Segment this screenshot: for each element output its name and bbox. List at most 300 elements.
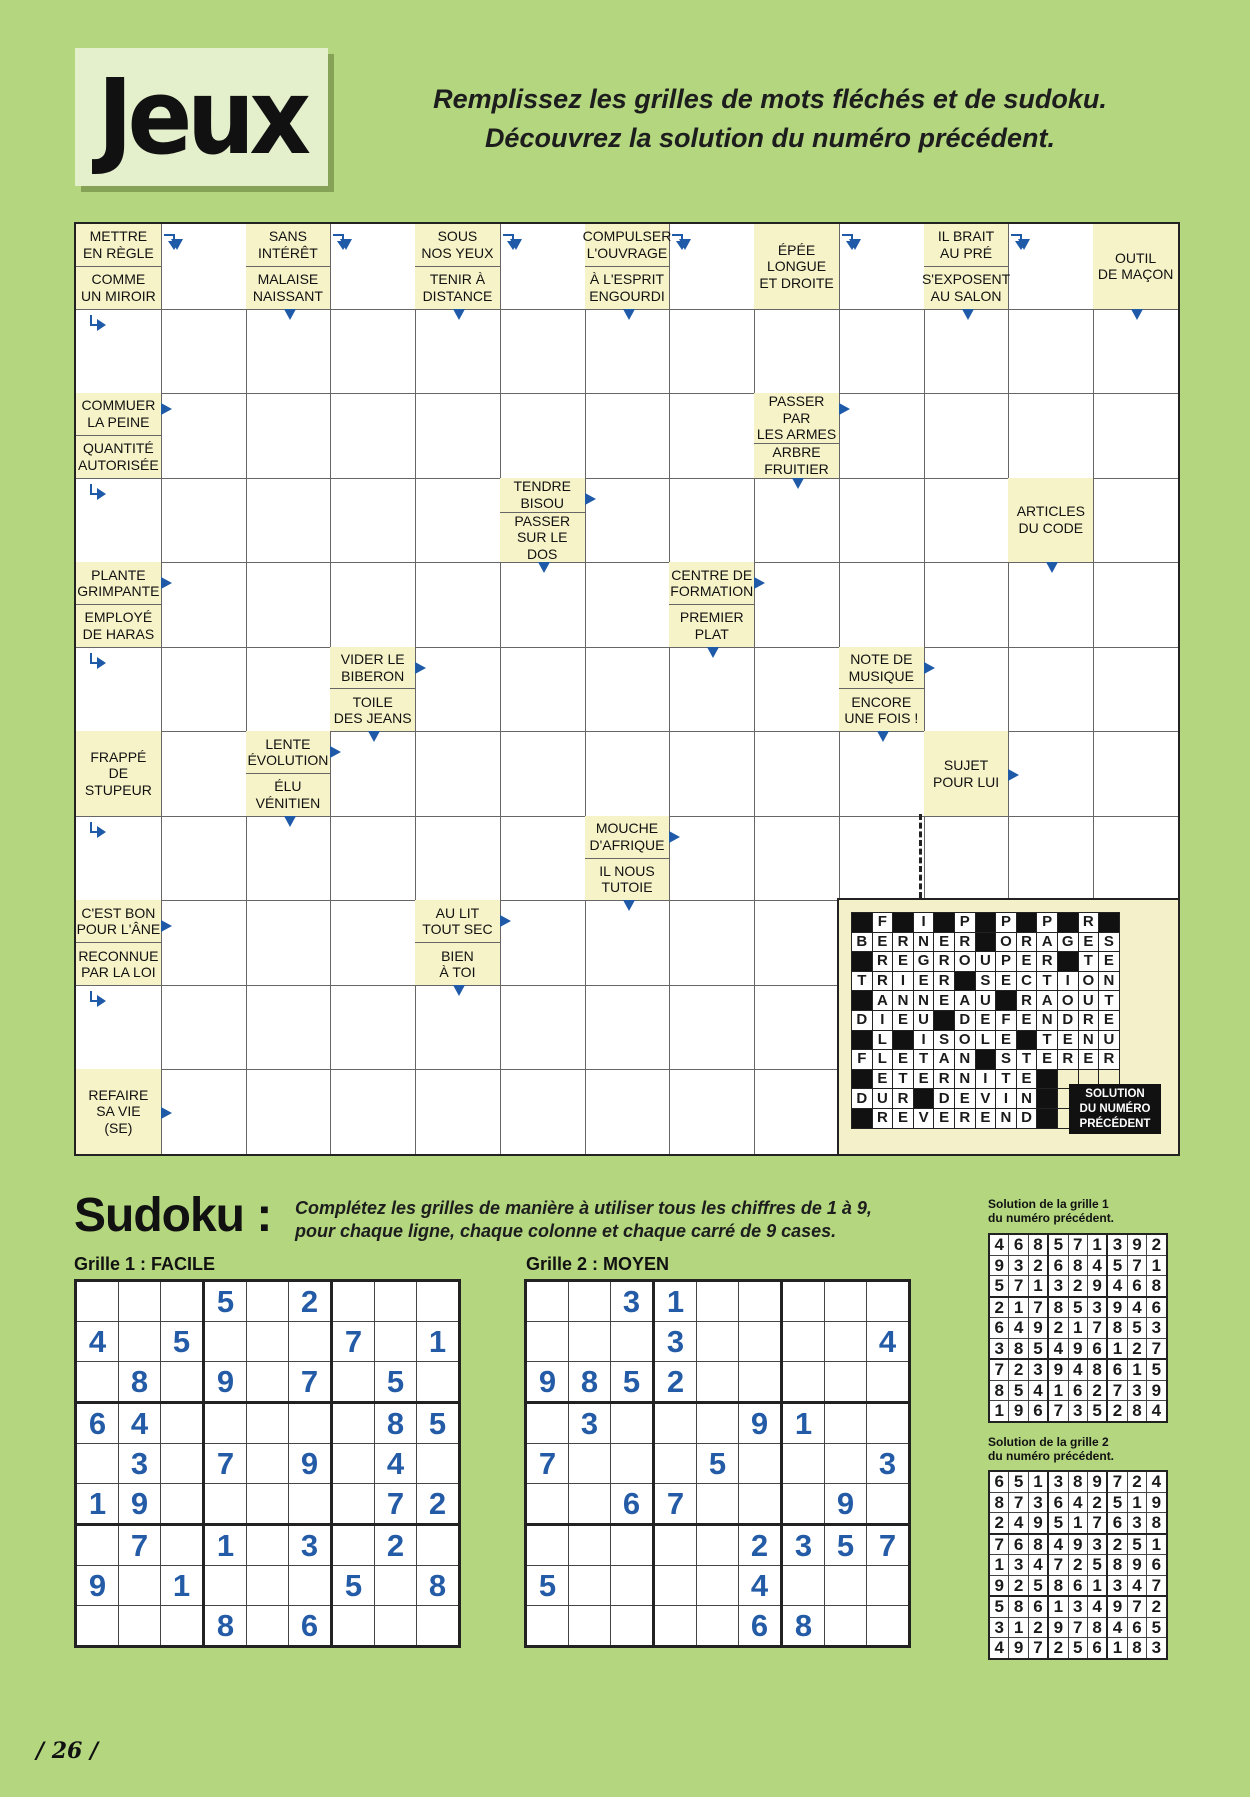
sudoku-cell[interactable]: 4 xyxy=(867,1322,910,1362)
sudoku-cell[interactable] xyxy=(417,1525,460,1566)
sudoku-cell[interactable]: 5 xyxy=(697,1444,739,1484)
solution-digit: 1 xyxy=(1107,1338,1127,1359)
sudoku-cell[interactable] xyxy=(161,1362,204,1403)
grid-line-h xyxy=(76,562,1178,563)
solution-digit: 4 xyxy=(1087,1255,1107,1276)
sudoku-cell[interactable] xyxy=(611,1444,654,1484)
sudoku-cell[interactable] xyxy=(782,1444,825,1484)
clue-text: METTRE xyxy=(89,228,148,245)
sudoku-cell[interactable]: 1 xyxy=(417,1322,460,1362)
sudoku-cell[interactable]: 8 xyxy=(417,1566,460,1606)
sudoku-cell[interactable] xyxy=(569,1322,611,1362)
solution-cell: R xyxy=(893,932,914,952)
sudoku-cell[interactable] xyxy=(739,1322,782,1362)
sudoku-cell[interactable] xyxy=(417,1606,460,1647)
sudoku-cell[interactable] xyxy=(289,1322,332,1362)
solution-digit: 2 xyxy=(1009,1359,1028,1380)
sudoku-cell[interactable] xyxy=(247,1281,289,1322)
solution-cell: E xyxy=(934,932,955,952)
solution-digit: 4 xyxy=(989,1234,1009,1255)
sudoku-cell[interactable]: 7 xyxy=(332,1322,375,1362)
solution-digit: 2 xyxy=(1127,1471,1146,1492)
solution-digit: 3 xyxy=(1048,1471,1068,1492)
clue-text: MUSIQUE xyxy=(848,667,914,684)
sudoku-cell[interactable]: 3 xyxy=(782,1525,825,1566)
sudoku-cell[interactable] xyxy=(867,1606,910,1647)
clue-text: AUTORISÉE xyxy=(78,456,159,473)
clue-text: TENDRE xyxy=(513,478,571,495)
sudoku-cell[interactable]: 4 xyxy=(119,1403,161,1444)
sudoku-cell[interactable] xyxy=(569,1484,611,1525)
solution-cell: E xyxy=(934,991,955,1011)
sudoku-cell[interactable] xyxy=(782,1281,825,1322)
sudoku-cell[interactable] xyxy=(825,1566,867,1606)
solution-digit: 2 xyxy=(1068,1276,1087,1297)
bent-arrow-icon xyxy=(90,315,104,329)
sudoku-intro xyxy=(295,1197,872,1243)
sudoku-cell[interactable]: 9 xyxy=(204,1362,247,1403)
clue-text: TENIR À xyxy=(429,271,486,288)
solution-digit: 7 xyxy=(1028,1297,1048,1318)
solution-cell: A xyxy=(872,991,893,1011)
clue-text: COMME xyxy=(91,271,146,288)
sudoku-cell[interactable] xyxy=(247,1606,289,1647)
sudoku-cell[interactable]: 6 xyxy=(611,1484,654,1525)
sudoku-cell[interactable]: 9 xyxy=(825,1484,867,1525)
clue-text: DISTANCE xyxy=(422,287,493,304)
solution-digit: 1 xyxy=(989,1555,1009,1576)
sudoku-cell[interactable] xyxy=(782,1566,825,1606)
solution-cell: I xyxy=(872,1010,893,1030)
solution-digit: 2 xyxy=(1048,1318,1068,1339)
sudoku-cell[interactable]: 5 xyxy=(204,1281,247,1322)
sudoku-cell[interactable]: 8 xyxy=(782,1606,825,1647)
clue-text: FRUITIER xyxy=(764,460,829,477)
intro-line-1: Remplissez les grilles de mots fléchés et de sudoku. xyxy=(433,84,1107,114)
sudoku-cell[interactable] xyxy=(332,1362,375,1403)
sudoku-cell[interactable]: 2 xyxy=(739,1525,782,1566)
sudoku-cell[interactable]: 9 xyxy=(739,1403,782,1444)
clue-text: POUR LUI xyxy=(933,773,1000,790)
solution-cell xyxy=(975,1050,996,1070)
solution-cell: T xyxy=(852,971,873,991)
sudoku-cell[interactable]: 4 xyxy=(76,1322,119,1362)
solution-digit: 5 xyxy=(1009,1471,1028,1492)
sudoku-cell[interactable] xyxy=(569,1525,611,1566)
sudoku-cell[interactable] xyxy=(76,1444,119,1484)
sudoku-cell[interactable] xyxy=(161,1484,204,1525)
bent-arrow-icon xyxy=(90,991,104,1005)
solution-cell: U xyxy=(975,952,996,972)
sudoku-cell[interactable] xyxy=(204,1566,247,1606)
solution-cell: N xyxy=(996,1108,1017,1128)
sudoku-cell[interactable] xyxy=(161,1403,204,1444)
sudoku-cell[interactable] xyxy=(375,1606,417,1647)
sudoku-cell[interactable] xyxy=(417,1362,460,1403)
sudoku-cell[interactable]: 7 xyxy=(204,1444,247,1484)
solution-cell: E xyxy=(893,1010,914,1030)
sudoku-cell[interactable] xyxy=(697,1362,739,1403)
clue-text: PAR LA LOI xyxy=(81,964,156,980)
sudoku-cell[interactable] xyxy=(289,1484,332,1525)
sudoku-cell[interactable] xyxy=(332,1606,375,1647)
sudoku-cell[interactable]: 5 xyxy=(825,1525,867,1566)
solution1-label xyxy=(988,1197,1114,1225)
sudoku-cell[interactable]: 9 xyxy=(119,1484,161,1525)
clue-cell xyxy=(415,900,500,985)
arrow-right-icon xyxy=(669,831,680,843)
solution-cell: E xyxy=(975,1108,996,1128)
arrow-right-icon xyxy=(500,915,511,927)
sudoku-cell[interactable] xyxy=(697,1281,739,1322)
solution-cell: F xyxy=(852,1050,873,1070)
sudoku-cell[interactable] xyxy=(375,1281,417,1322)
arrow-right-icon xyxy=(585,493,596,505)
sudoku-cell[interactable] xyxy=(697,1403,739,1444)
solution-cell: A xyxy=(954,991,975,1011)
clue-cell xyxy=(246,731,331,816)
sudoku-cell[interactable]: 3 xyxy=(289,1525,332,1566)
sudoku-cell[interactable] xyxy=(825,1606,867,1647)
sudoku-cell[interactable]: 8 xyxy=(375,1403,417,1444)
solution-digit: 6 xyxy=(1028,1401,1048,1422)
solution-cell: S xyxy=(996,1050,1017,1070)
solution-digit: 4 xyxy=(1127,1297,1146,1318)
solution-digit: 9 xyxy=(1048,1359,1068,1380)
sudoku-cell[interactable]: 2 xyxy=(417,1484,460,1525)
sudoku-cell[interactable]: 7 xyxy=(526,1444,569,1484)
solution-cell xyxy=(1037,1069,1058,1089)
sudoku-cell[interactable] xyxy=(76,1606,119,1647)
solution-cell: U xyxy=(913,1010,934,1030)
clue-text: TUTOIE xyxy=(601,879,653,896)
clue-text: MOUCHE xyxy=(595,820,659,837)
solution-digit: 9 xyxy=(1009,1401,1028,1422)
clue-cell xyxy=(415,224,500,309)
sudoku-cell[interactable]: 5 xyxy=(161,1322,204,1362)
arrow-right-icon xyxy=(924,662,935,674)
solution-cell xyxy=(852,991,873,1011)
clue-text: LONGUE xyxy=(766,258,827,275)
solution-cell: S xyxy=(934,1030,955,1050)
sudoku-cell[interactable] xyxy=(825,1322,867,1362)
sudoku-cell[interactable] xyxy=(867,1362,910,1403)
sudoku-cell[interactable]: 9 xyxy=(289,1444,332,1484)
clue-text: RECONNUE xyxy=(78,947,159,964)
arrow-down-icon xyxy=(1018,239,1030,250)
sudoku-cell[interactable] xyxy=(611,1606,654,1647)
sudoku-cell[interactable] xyxy=(417,1281,460,1322)
sudoku-cell[interactable]: 2 xyxy=(654,1362,697,1403)
sudoku-cell[interactable]: 3 xyxy=(569,1403,611,1444)
sudoku-grid-1[interactable] xyxy=(74,1279,461,1648)
sudoku-cell[interactable]: 1 xyxy=(782,1403,825,1444)
solution-digit: 8 xyxy=(1068,1255,1087,1276)
solution-cell: T xyxy=(1078,952,1099,972)
solution-cell: N xyxy=(913,932,934,952)
sudoku-cell[interactable]: 7 xyxy=(867,1525,910,1566)
sudoku-cell[interactable]: 7 xyxy=(375,1484,417,1525)
sudoku-cell[interactable] xyxy=(526,1484,569,1525)
sudoku-cell[interactable] xyxy=(569,1606,611,1647)
sudoku-cell[interactable] xyxy=(739,1484,782,1525)
sudoku-cell[interactable] xyxy=(119,1281,161,1322)
sudoku-cell[interactable] xyxy=(332,1281,375,1322)
sudoku-cell[interactable] xyxy=(76,1281,119,1322)
solution-cell: I xyxy=(996,1089,1017,1109)
solution-cell: R xyxy=(1078,1010,1099,1030)
sudoku-cell[interactable]: 9 xyxy=(526,1362,569,1403)
sudoku-cell[interactable] xyxy=(654,1444,697,1484)
sudoku-cell[interactable] xyxy=(569,1566,611,1606)
solution-cell xyxy=(1016,913,1037,933)
solution-digit: 4 xyxy=(1028,1555,1048,1576)
clue-text: PREMIER xyxy=(679,609,744,626)
sudoku-cell[interactable] xyxy=(867,1281,910,1322)
clue-cell xyxy=(585,816,670,901)
sudoku-cell[interactable] xyxy=(247,1362,289,1403)
sudoku-cell[interactable] xyxy=(247,1525,289,1566)
clue-text: POUR L'ÂNE xyxy=(76,921,161,938)
solution-cell: R xyxy=(872,971,893,991)
sudoku-cell[interactable] xyxy=(867,1484,910,1525)
clue-text: SANS xyxy=(268,228,307,245)
sudoku-cell[interactable] xyxy=(654,1525,697,1566)
sudoku-cell[interactable]: 1 xyxy=(654,1281,697,1322)
sudoku-cell[interactable] xyxy=(247,1322,289,1362)
solution-cell: E xyxy=(975,1010,996,1030)
sudoku-cell[interactable]: 9 xyxy=(76,1566,119,1606)
solution-cell: A xyxy=(1037,991,1058,1011)
solution-digit: 6 xyxy=(1087,1638,1107,1659)
arrow-down-icon xyxy=(284,309,296,320)
solution-digit: 8 xyxy=(989,1492,1009,1513)
solution-cell: R xyxy=(934,1069,955,1089)
sudoku-cell[interactable] xyxy=(289,1403,332,1444)
sudoku-cell[interactable] xyxy=(332,1484,375,1525)
sudoku-cell[interactable]: 1 xyxy=(204,1525,247,1566)
sudoku-cell[interactable] xyxy=(697,1525,739,1566)
sudoku-grid-2[interactable] xyxy=(524,1279,911,1648)
sudoku-cell[interactable] xyxy=(247,1403,289,1444)
sudoku-cell[interactable]: 3 xyxy=(119,1444,161,1484)
sudoku-cell[interactable]: 7 xyxy=(289,1362,332,1403)
solution-cell: E xyxy=(913,1069,934,1089)
sudoku-cell[interactable] xyxy=(611,1403,654,1444)
sudoku-cell[interactable] xyxy=(739,1362,782,1403)
solution-cell: L xyxy=(872,1030,893,1050)
solution-digit: 2 xyxy=(1107,1401,1127,1422)
grid-line-h xyxy=(76,393,1178,394)
sudoku-cell[interactable]: 7 xyxy=(654,1484,697,1525)
arrow-down-icon xyxy=(962,309,974,320)
sudoku-cell[interactable] xyxy=(76,1362,119,1403)
solution-cell: N xyxy=(954,1050,975,1070)
solution-digit: 7 xyxy=(989,1359,1009,1380)
solution-digit: 3 xyxy=(1147,1638,1167,1659)
sudoku-cell[interactable] xyxy=(204,1322,247,1362)
sudoku-cell[interactable] xyxy=(697,1484,739,1525)
sudoku-cell[interactable]: 5 xyxy=(611,1362,654,1403)
sudoku-cell[interactable] xyxy=(569,1281,611,1322)
sudoku-cell[interactable]: 8 xyxy=(569,1362,611,1403)
bent-arrow-icon xyxy=(90,822,104,836)
solution-cell: E xyxy=(1099,952,1120,972)
clue-text: FRAPPÉ xyxy=(90,748,147,765)
sudoku-cell[interactable] xyxy=(739,1281,782,1322)
sudoku-cell[interactable] xyxy=(611,1566,654,1606)
clue-cell xyxy=(76,224,161,309)
sudoku-cell[interactable] xyxy=(375,1566,417,1606)
clue-text: À TOI xyxy=(439,964,476,980)
sudoku-cell[interactable]: 6 xyxy=(289,1606,332,1647)
solution-cell: R xyxy=(1037,952,1058,972)
sudoku-cell[interactable]: 8 xyxy=(204,1606,247,1647)
sudoku-cell[interactable] xyxy=(526,1322,569,1362)
clue-cell xyxy=(246,224,331,309)
sudoku-cell[interactable] xyxy=(654,1606,697,1647)
sudoku-cell[interactable]: 3 xyxy=(654,1322,697,1362)
solution-digit: 9 xyxy=(1127,1555,1146,1576)
sudoku-cell[interactable] xyxy=(204,1484,247,1525)
sudoku-cell[interactable] xyxy=(825,1444,867,1484)
sudoku-cell[interactable]: 2 xyxy=(375,1525,417,1566)
sudoku-cell[interactable] xyxy=(119,1322,161,1362)
solution-cell xyxy=(975,932,996,952)
sudoku-cell[interactable] xyxy=(697,1322,739,1362)
sol-label-2: DU NUMÉRO xyxy=(1079,1102,1151,1115)
solution-digit: 8 xyxy=(1028,1534,1048,1555)
solution-digit: 8 xyxy=(1147,1276,1167,1297)
sudoku-cell[interactable] xyxy=(611,1322,654,1362)
sudoku-cell[interactable] xyxy=(825,1281,867,1322)
sudoku-cell[interactable]: 3 xyxy=(611,1281,654,1322)
intro-line-2: Découvrez la solution du numéro précédent. xyxy=(484,123,1056,153)
solution-digit: 5 xyxy=(1009,1380,1028,1401)
sudoku-cell[interactable]: 7 xyxy=(119,1525,161,1566)
sudoku-cell[interactable] xyxy=(161,1525,204,1566)
arrow-right-icon xyxy=(161,577,172,589)
solution-digit: 9 xyxy=(1028,1318,1048,1339)
solution-digit: 2 xyxy=(1028,1255,1048,1276)
sudoku-cell[interactable]: 2 xyxy=(289,1281,332,1322)
sudoku-cell[interactable] xyxy=(161,1444,204,1484)
clue-text: FORMATION xyxy=(670,583,754,600)
solution-cell: C xyxy=(1016,971,1037,991)
sudoku-cell[interactable] xyxy=(867,1566,910,1606)
sudoku-cell[interactable]: 4 xyxy=(375,1444,417,1484)
sudoku-cell[interactable] xyxy=(375,1322,417,1362)
sudoku-cell[interactable] xyxy=(611,1525,654,1566)
sudoku-cell[interactable] xyxy=(526,1281,569,1322)
sudoku-cell[interactable]: 5 xyxy=(332,1566,375,1606)
sudoku-cell[interactable] xyxy=(247,1566,289,1606)
sudoku-cell[interactable]: 1 xyxy=(161,1566,204,1606)
sudoku-cell[interactable] xyxy=(782,1322,825,1362)
sudoku-cell[interactable]: 8 xyxy=(119,1362,161,1403)
clue-cell xyxy=(76,900,161,985)
sudoku-cell[interactable] xyxy=(161,1281,204,1322)
solution-cell: E xyxy=(872,1069,893,1089)
sudoku-cell[interactable]: 6 xyxy=(739,1606,782,1647)
sudoku-cell[interactable] xyxy=(526,1525,569,1566)
sudoku-cell[interactable]: 3 xyxy=(867,1444,910,1484)
clue-text: EN RÈGLE xyxy=(82,244,154,261)
solution-digit: 9 xyxy=(1147,1380,1167,1401)
solution-digit: 4 xyxy=(1087,1596,1107,1617)
solution-digit: 9 xyxy=(1107,1596,1127,1617)
solution-cell: S xyxy=(975,971,996,991)
sudoku-cell[interactable]: 5 xyxy=(417,1403,460,1444)
solution-digit: 1 xyxy=(1127,1359,1146,1380)
solution-cell: R xyxy=(1078,913,1099,933)
solution-digit: 5 xyxy=(1127,1534,1146,1555)
sudoku-cell[interactable]: 6 xyxy=(76,1403,119,1444)
solution-digit: 2 xyxy=(1087,1492,1107,1513)
arrow-down-icon xyxy=(284,816,296,827)
sudoku-cell[interactable] xyxy=(161,1606,204,1647)
sudoku-cell[interactable] xyxy=(417,1444,460,1484)
sudoku-cell[interactable] xyxy=(332,1403,375,1444)
solution-cell: E xyxy=(893,952,914,972)
sudoku-cell[interactable] xyxy=(654,1403,697,1444)
sudoku-cell[interactable] xyxy=(247,1484,289,1525)
sudoku-cell[interactable] xyxy=(119,1566,161,1606)
sudoku-cell[interactable]: 5 xyxy=(375,1362,417,1403)
sudoku-cell[interactable] xyxy=(289,1566,332,1606)
sudoku-cell[interactable] xyxy=(247,1444,289,1484)
solution-cell xyxy=(852,952,873,972)
solution-digit: 8 xyxy=(1127,1638,1146,1659)
sudoku-cell[interactable] xyxy=(526,1403,569,1444)
solution-cell: R xyxy=(1099,1050,1120,1070)
solution-digit: 7 xyxy=(1087,1318,1107,1339)
solution-digit: 6 xyxy=(1009,1234,1028,1255)
sol-label-1: SOLUTION xyxy=(1085,1087,1145,1100)
sudoku-cell[interactable] xyxy=(526,1606,569,1647)
sudoku-cell[interactable] xyxy=(697,1606,739,1647)
clue-text: ÉPÉE xyxy=(777,241,816,258)
clue-text: DES JEANS xyxy=(333,710,412,727)
sudoku-cell[interactable] xyxy=(569,1444,611,1484)
solution-digit: 5 xyxy=(1048,1234,1068,1255)
sudoku-cell[interactable] xyxy=(697,1566,739,1606)
sudoku-cell[interactable] xyxy=(204,1403,247,1444)
sudoku-cell[interactable] xyxy=(332,1525,375,1566)
solution-cell: E xyxy=(1057,1030,1078,1050)
sudoku-cell[interactable] xyxy=(782,1484,825,1525)
solution-cell: T xyxy=(1037,1030,1058,1050)
sudoku-cell[interactable]: 1 xyxy=(76,1484,119,1525)
solution-cell: E xyxy=(893,1050,914,1070)
solution-cell xyxy=(852,1069,873,1089)
sudoku-cell[interactable]: 4 xyxy=(739,1566,782,1606)
sudoku-cell[interactable]: 5 xyxy=(526,1566,569,1606)
sudoku-cell[interactable] xyxy=(332,1444,375,1484)
sudoku-cell[interactable] xyxy=(867,1403,910,1444)
solution-digit: 3 xyxy=(1147,1318,1167,1339)
sudoku-cell[interactable] xyxy=(739,1444,782,1484)
solution-digit: 6 xyxy=(1147,1297,1167,1318)
sudoku-cell[interactable] xyxy=(782,1362,825,1403)
solution-digit: 5 xyxy=(1087,1401,1107,1422)
sudoku-cell[interactable] xyxy=(76,1525,119,1566)
sudoku-cell[interactable] xyxy=(825,1403,867,1444)
arrow-down-icon xyxy=(510,239,522,250)
sudoku-cell[interactable] xyxy=(825,1362,867,1403)
sudoku-cell[interactable] xyxy=(654,1566,697,1606)
sudoku-cell[interactable] xyxy=(119,1606,161,1647)
